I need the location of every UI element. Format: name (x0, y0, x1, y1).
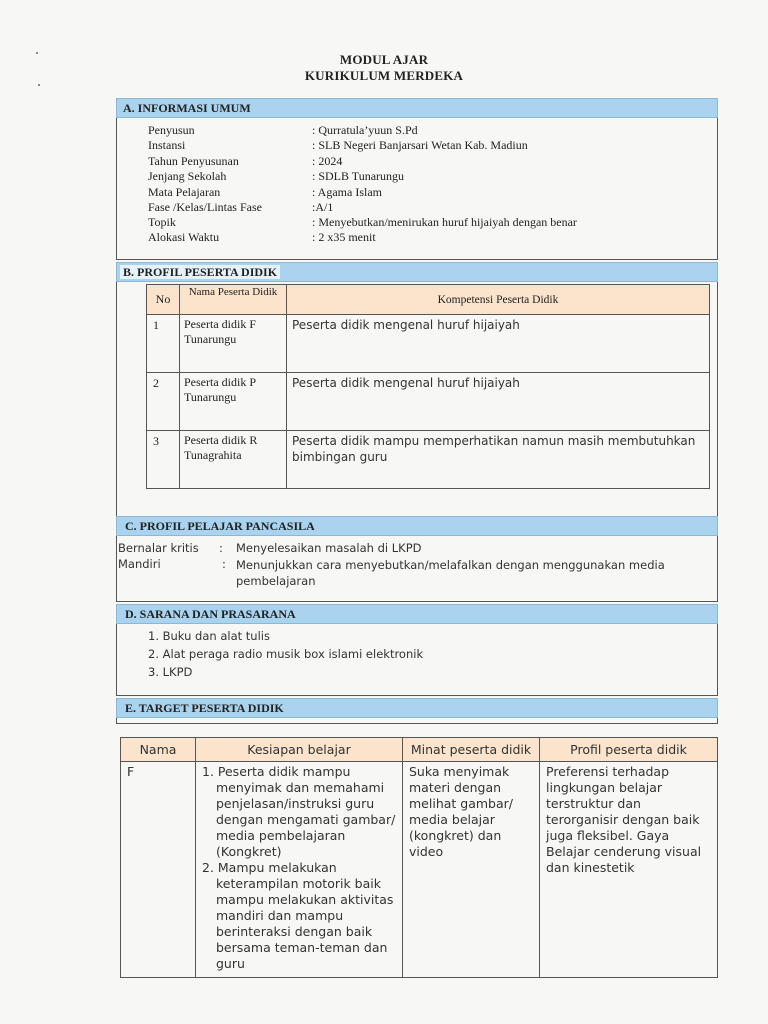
row-no: 3 (147, 431, 180, 489)
row-no: 1 (147, 315, 180, 373)
table-header-row (147, 285, 710, 315)
row-competency: Peserta didik mampu memperhatikan namun masih membutuhkan bimbingan guru (287, 431, 710, 489)
col-no: No (147, 285, 180, 315)
row-competency: Peserta didik mengenal huruf hijaiyah (287, 373, 710, 431)
pancasila-value: Menunjukkan cara menyebutkan/melafalkan dengan menggunakan media pembelajaran (236, 558, 665, 588)
info-label: Penyusun (148, 123, 195, 137)
scan-speck (38, 84, 40, 86)
info-label: Topik (148, 215, 176, 229)
table-header-row (121, 738, 718, 762)
row-no: 2 (147, 373, 180, 431)
student-name: Peserta didik R (184, 433, 258, 447)
section-a-header: A. INFORMASI UMUM (116, 98, 718, 118)
student-name: Peserta didik P (184, 375, 256, 389)
section-b-header (116, 262, 718, 282)
info-value: : SDLB Tunarungu (312, 169, 405, 183)
info-label: Tahun Penyusunan (148, 154, 239, 168)
section-c-header: C. PROFIL PELAJAR PANCASILA (116, 516, 718, 536)
cell-profile: Preferensi terhadap lingkungan belajar terstruktur dan terorganisir dengan baik juga fleksibel. Gaya Belajar cenderung visual dan kinestetik (540, 762, 718, 978)
list-item: 3. LKPD (148, 665, 193, 679)
list-item: 2. Alat peraga radio musik box islami elektronik (148, 647, 424, 661)
pancasila-value: Menyelesaikan masalah di LKPD (236, 541, 422, 555)
info-value: : SLB Negeri Banjarsari Wetan Kab. Madiun (312, 138, 528, 152)
info-value: :A/1 (312, 200, 334, 214)
readiness-item: 2. Mampu melakukan keterampilan motorik baik mampu melakukan aktivitas mandiri dan mampu berinteraksi dengan baik bersama teman-teman dan guru (202, 860, 394, 971)
cell-interest: Suka menyimak materi dengan melihat gambar/ media belajar (kongkret) dan video (403, 762, 540, 978)
pancasila-sep: : (222, 557, 226, 571)
pancasila-label: Mandiri (118, 557, 161, 571)
info-label: Instansi (148, 138, 186, 152)
table-row (147, 373, 710, 431)
document-title: MODUL AJAR (339, 52, 429, 67)
student-profile-table (146, 284, 710, 489)
info-value: : Menyebutkan/menirukan huruf hijaiyah dengan benar (312, 215, 577, 229)
section-e-header: E. TARGET PESERTA DIDIK (116, 698, 718, 718)
row-competency: Peserta didik mengenal huruf hijaiyah (287, 315, 710, 373)
info-label: Mata Pelajaran (148, 185, 221, 199)
student-disability: Tunarungu (184, 332, 237, 346)
col-competency: Kompetensi Peserta Didik (287, 285, 710, 315)
col-profil: Profil peserta didik (540, 738, 718, 762)
table-row (147, 431, 710, 489)
table-row (147, 315, 710, 373)
cell-name: F (121, 762, 196, 978)
pancasila-sep: : (219, 541, 223, 555)
info-value: : Qurratula’yuun S.Pd (312, 123, 418, 137)
info-label: Fase /Kelas/Lintas Fase (148, 200, 262, 214)
student-disability: Tunagrahita (184, 448, 242, 462)
row-name (180, 373, 287, 431)
document-subtitle: KURIKULUM MERDEKA (304, 68, 464, 83)
col-kesiapan: Kesiapan belajar (196, 738, 403, 762)
info-value: : Agama Islam (312, 185, 382, 199)
student-disability: Tunarungu (184, 390, 237, 404)
readiness-item: 1. Peserta didik mampu menyimak dan memahami penjelasan/instruksi guru dengan mengamati gambar/ media pembelajaran (Kongkret) (202, 764, 396, 859)
list-item: 1. Buku dan alat tulis (148, 629, 270, 643)
info-label: Alokasi Waktu (148, 230, 220, 244)
section-b-title: B. PROFIL PESERTA DIDIK (120, 265, 280, 279)
student-name: Peserta didik F (184, 317, 256, 331)
cell-readiness (196, 762, 403, 978)
info-value: : 2 x35 menit (312, 230, 376, 244)
col-nama: Nama (121, 738, 196, 762)
section-d-header: D. SARANA DAN PRASARANA (116, 604, 718, 624)
info-label: Jenjang Sekolah (148, 169, 227, 183)
info-value: : 2024 (312, 154, 343, 168)
col-name: Nama Peserta Didik (180, 285, 287, 315)
table-row (121, 762, 718, 978)
col-minat: Minat peserta didik (403, 738, 540, 762)
row-name (180, 315, 287, 373)
target-student-table (120, 737, 718, 978)
row-name (180, 431, 287, 489)
pancasila-label: Bernalar kritis (118, 541, 199, 555)
